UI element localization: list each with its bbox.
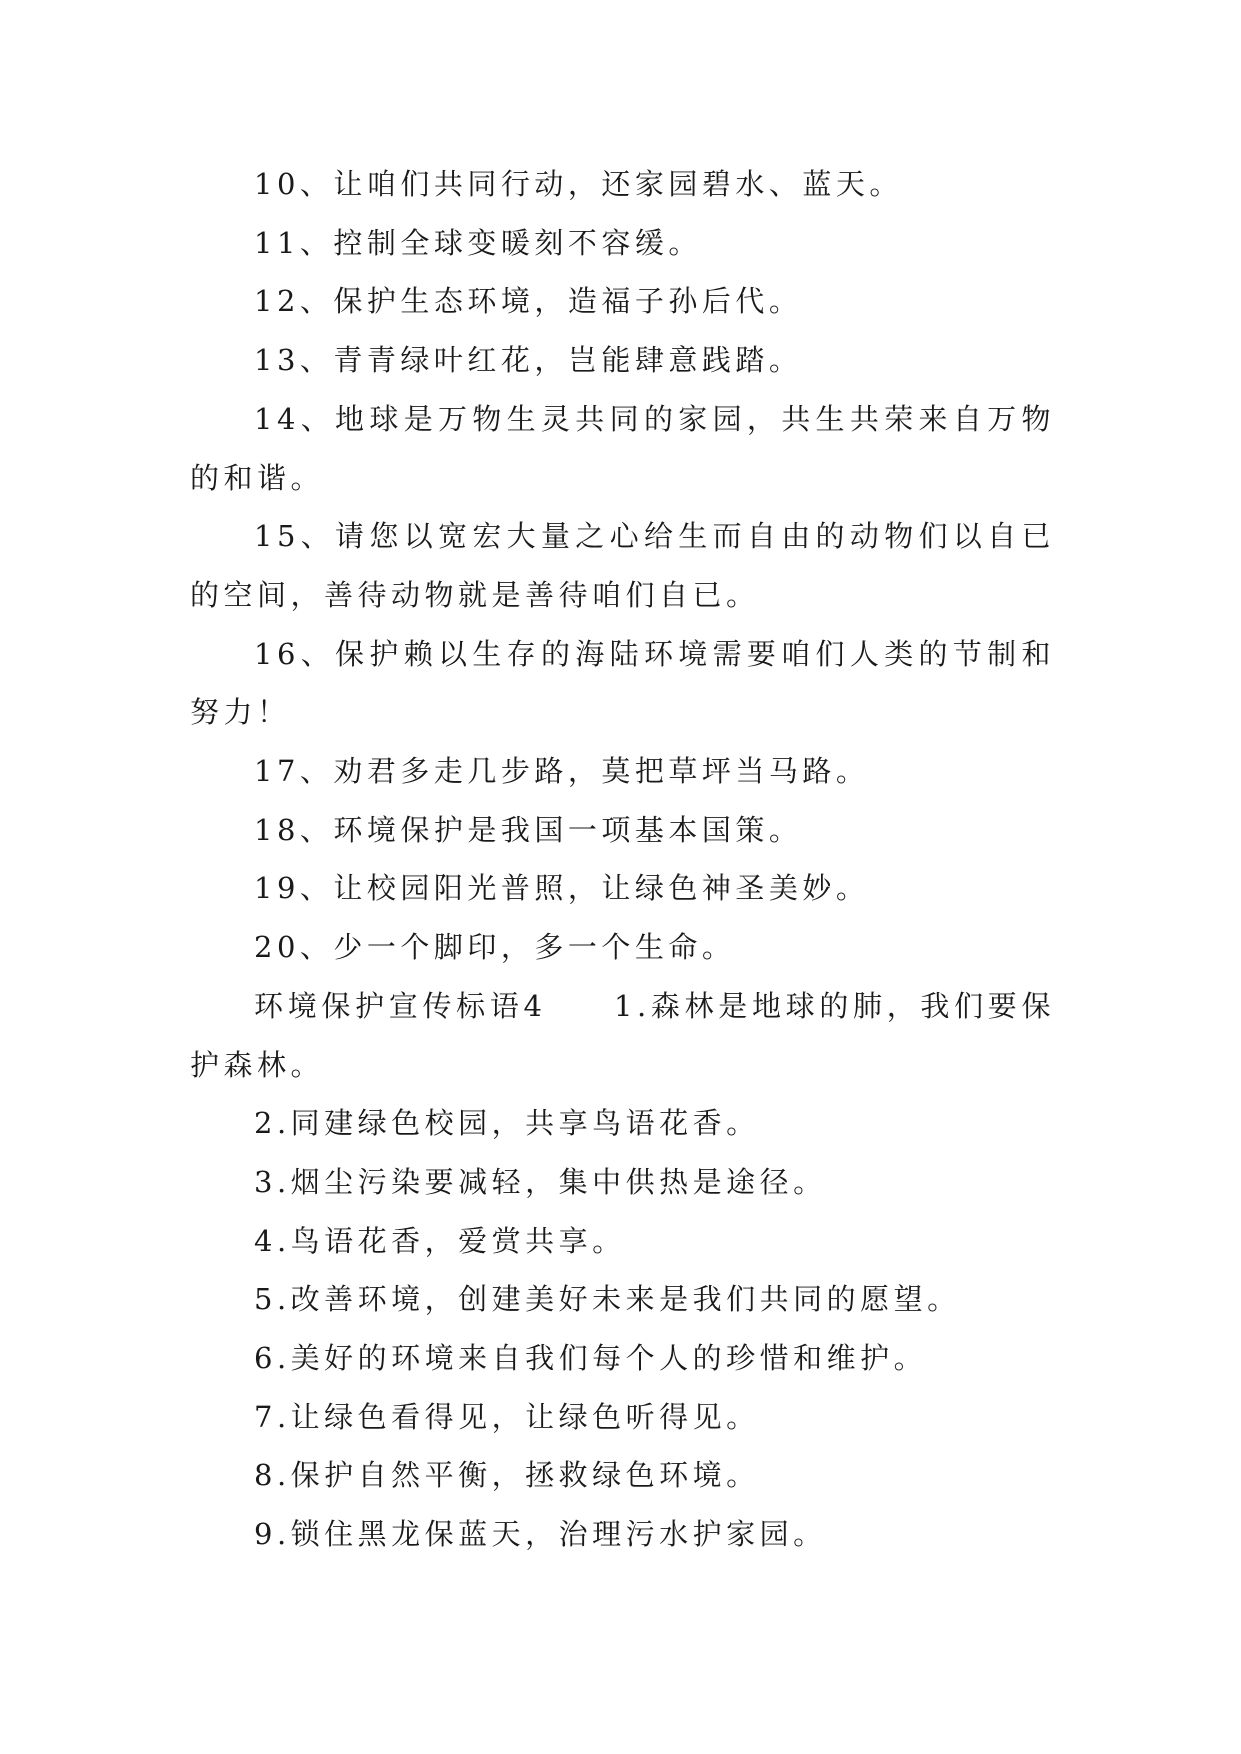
slogan-paragraph: 10、让咱们共同行动，还家园碧水、蓝天。 <box>254 167 903 201</box>
slogan-paragraph: 16、保护赖以生存的海陆环境需要咱们人类的节制和努力！ <box>190 636 1055 730</box>
slogan-paragraph: 17、劝君多走几步路，莫把草坪当马路。 <box>254 754 870 789</box>
slogan-paragraph: 4.鸟语花香，爱赏共享。 <box>254 1223 626 1258</box>
slogan-paragraph: 3.烟尘污染要减轻，集中供热是途径。 <box>254 1164 827 1199</box>
slogan-paragraph: 9.锁住黑龙保蓝天，治理污水护家园。 <box>254 1517 827 1552</box>
slogan-paragraph: 8.保护自然平衡，拯救绿色环境。 <box>254 1458 760 1493</box>
slogan-paragraph: 13、青青绿叶红花，岂能肆意践踏。 <box>254 343 803 378</box>
slogan-paragraph: 20、少一个脚印，多一个生命。 <box>254 930 736 965</box>
slogan-paragraph: 18、环境保护是我国一项基本国策。 <box>254 812 803 847</box>
slogan-paragraph: 7.让绿色看得见，让绿色听得见。 <box>254 1399 760 1434</box>
slogan-paragraph: 12、保护生态环境，造福子孙后代。 <box>254 284 803 319</box>
slogan-paragraph: 2.同建绿色校园，共享鸟语花香。 <box>254 1106 760 1141</box>
document-body <box>190 155 1055 1564</box>
section-heading-paragraph: 环境保护宣传标语4 1.森林是地球的肺，我们要保护森林。 <box>190 988 1055 1082</box>
slogan-paragraph: 19、让校园阳光普照，让绿色神圣美妙。 <box>254 871 870 906</box>
slogan-paragraph: 6.美好的环境来自我们每个人的珍惜和维护。 <box>254 1341 928 1376</box>
slogan-paragraph: 15、请您以宽宏大量之心给生而自由的动物们以自已的空间，善待动物就是善待咱们自已。 <box>190 519 1055 612</box>
slogan-paragraph: 14、地球是万物生灵共同的家园，共生共荣来自万物的和谐。 <box>190 401 1055 495</box>
slogan-paragraph: 11、控制全球变暖刻不容缓。 <box>254 225 702 260</box>
slogan-paragraph: 5.改善环境，创建美好未来是我们共同的愿望。 <box>254 1282 961 1317</box>
